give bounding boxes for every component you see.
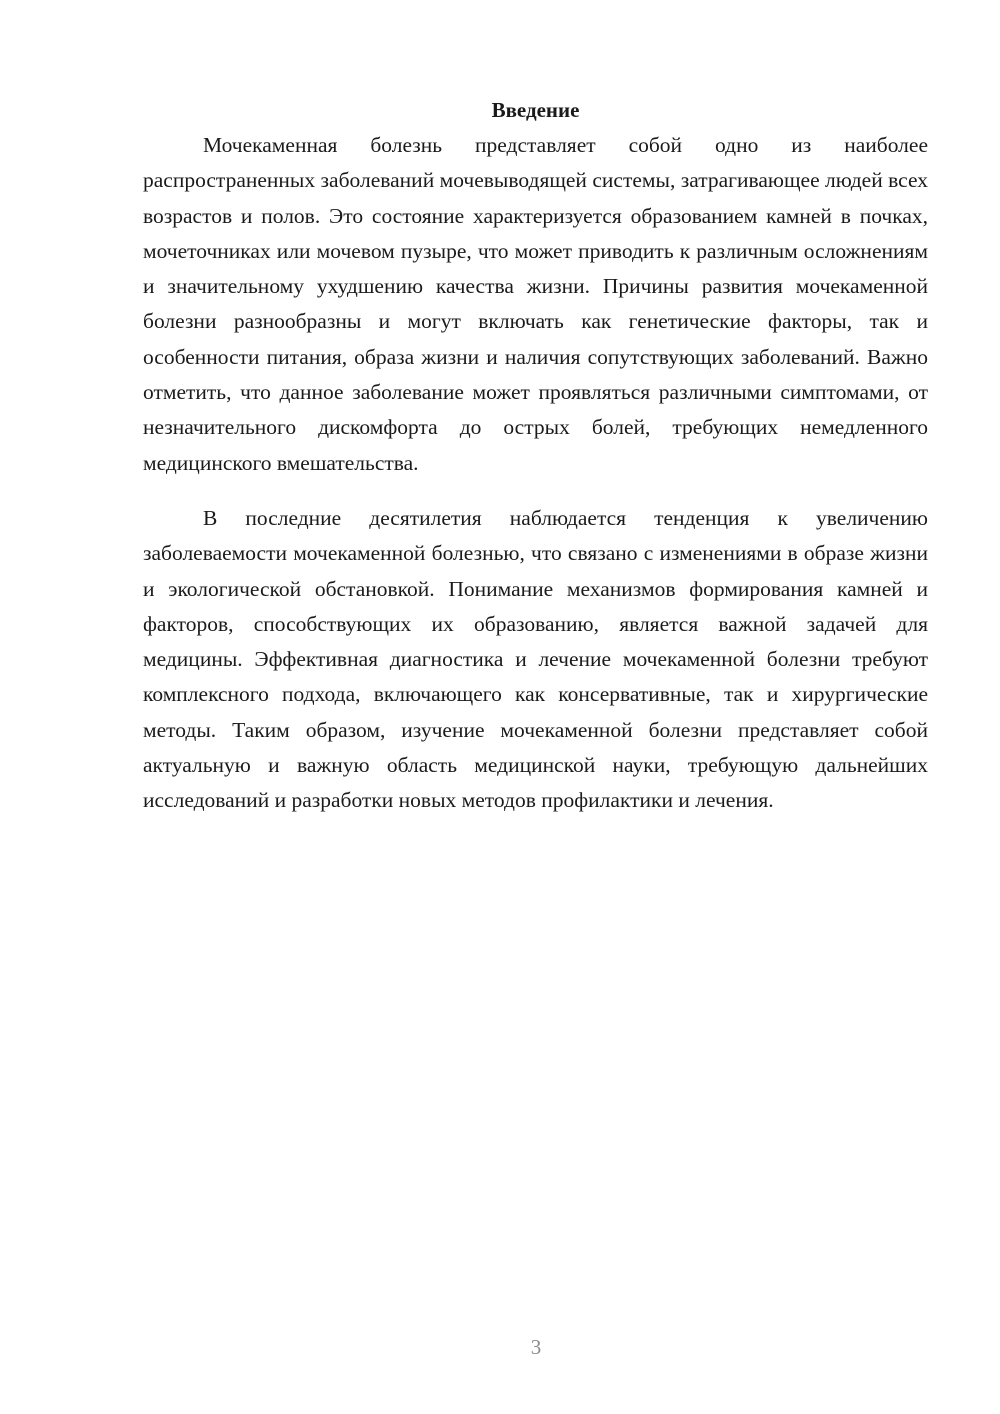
section-title: Введение <box>491 98 580 122</box>
paragraph-trends: В последние десятилетия наблюдается тенденция к увеличению заболеваемости мочекаменной болезнью, что связано с изменениями в образе жизни и экологической обстановкой. Понимание механизмов формирования камней и факторов, способствующих их образованию, является важной задачей для медицины. Эффективная диагностика и лечение мочекаменной болезни требуют комплексного подхода, включающего как консервативные, так и хирургические методы. Таким образом, изучение мочекаменной болезни представляет собой актуальную и важную область медицинской науки, требующую дальнейших исследований и разработки новых методов профилактики и лечения. <box>143 505 928 813</box>
page-content <box>143 92 928 819</box>
paragraph-intro: Мочекаменная болезнь представляет собой одно из наиболее распространенных заболеваний мочевыводящей системы, затрагивающее людей всех возрастов и полов. Это состояние характеризуется образованием камней в почках, мочеточниках или мочевом пузыре, что может приводить к различным осложнениям и значительному ухудшению качества жизни. Причины развития мочекаменной болезни разнообразны и могут включать как генетические факторы, так и особенности питания, образа жизни и наличия сопутствующих заболеваний. Важно отметить, что данное заболевание может проявляться различными симптомами, от незначительного дискомфорта до острых болей, требующих немедленного медицинского вмешательства. <box>143 133 928 475</box>
page-number: 3 <box>530 1335 542 1359</box>
